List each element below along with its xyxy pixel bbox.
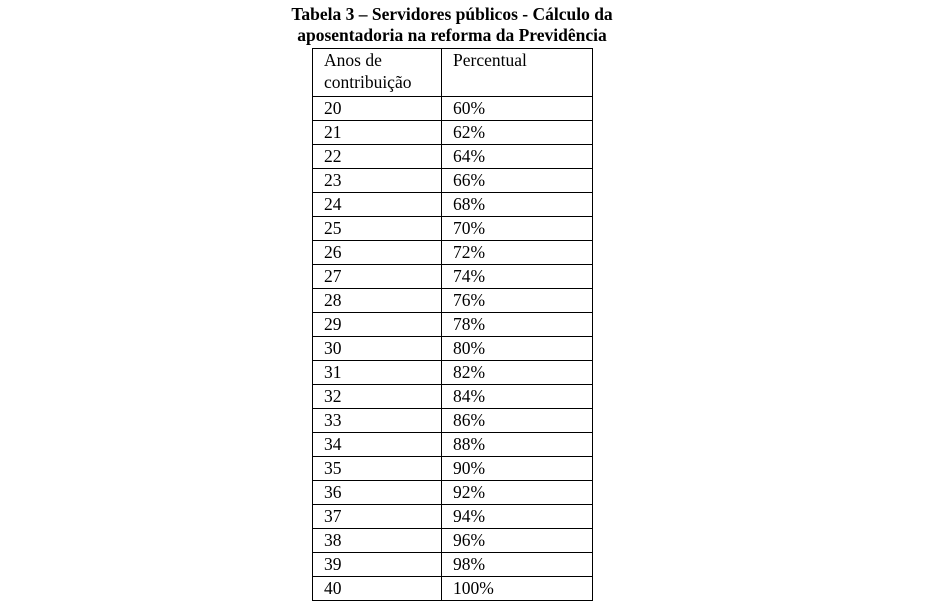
percentage-cell: 72% [442,241,593,265]
table-row [313,337,593,361]
table-title [0,4,904,46]
table-row [313,409,593,433]
years-of-contribution-cell: 31 [313,361,442,385]
percentage-cell: 100% [442,577,593,601]
table-body [313,97,593,601]
table-title-line-1: Tabela 3 – Servidores públicos - Cálculo da [291,4,613,24]
table-row [313,145,593,169]
table-row [313,289,593,313]
percentage-cell: 68% [442,193,593,217]
table-row [313,313,593,337]
table-row [313,241,593,265]
years-of-contribution-cell: 25 [313,217,442,241]
table-row [313,529,593,553]
percentage-cell: 88% [442,433,593,457]
years-of-contribution-cell: 38 [313,529,442,553]
percentage-cell: 66% [442,169,593,193]
years-of-contribution-cell: 39 [313,553,442,577]
table-row [313,505,593,529]
years-of-contribution-cell: 27 [313,265,442,289]
years-of-contribution-cell: 33 [313,409,442,433]
years-of-contribution-cell: 20 [313,97,442,121]
percentage-cell: 70% [442,217,593,241]
table-row [313,553,593,577]
percentage-cell: 94% [442,505,593,529]
table-row [313,265,593,289]
years-of-contribution-cell: 28 [313,289,442,313]
percentage-cell: 82% [442,361,593,385]
years-of-contribution-cell: 36 [313,481,442,505]
years-of-contribution-cell: 26 [313,241,442,265]
percentage-cell: 80% [442,337,593,361]
years-of-contribution-cell: 29 [313,313,442,337]
table-row [313,433,593,457]
table-row [313,217,593,241]
table-row [313,361,593,385]
percentage-cell: 74% [442,265,593,289]
percentage-cell: 84% [442,385,593,409]
table-title-line-2: aposentadoria na reforma da Previdência [297,25,607,45]
table-row [313,193,593,217]
table-row [313,97,593,121]
years-of-contribution-cell: 34 [313,433,442,457]
years-of-contribution-cell: 37 [313,505,442,529]
column-header-percentual: Percentual [442,49,593,97]
percentage-cell: 86% [442,409,593,433]
percentage-cell: 76% [442,289,593,313]
percentage-cell: 60% [442,97,593,121]
percentage-cell: 62% [442,121,593,145]
table-row [313,169,593,193]
years-of-contribution-cell: 35 [313,457,442,481]
table-row [313,577,593,601]
years-of-contribution-cell: 22 [313,145,442,169]
contribution-percentage-table [312,48,593,601]
years-of-contribution-cell: 23 [313,169,442,193]
percentage-cell: 92% [442,481,593,505]
table-row [313,457,593,481]
table-row [313,121,593,145]
percentage-cell: 90% [442,457,593,481]
years-of-contribution-cell: 30 [313,337,442,361]
years-of-contribution-cell: 32 [313,385,442,409]
percentage-cell: 78% [442,313,593,337]
percentage-cell: 64% [442,145,593,169]
table-row [313,481,593,505]
column-header-anos-de-contribuicao: Anos de contribuição [313,49,442,97]
years-of-contribution-cell: 24 [313,193,442,217]
table-header-row [313,49,593,97]
years-of-contribution-cell: 21 [313,121,442,145]
years-of-contribution-cell: 40 [313,577,442,601]
table-row [313,385,593,409]
percentage-cell: 96% [442,529,593,553]
percentage-cell: 98% [442,553,593,577]
